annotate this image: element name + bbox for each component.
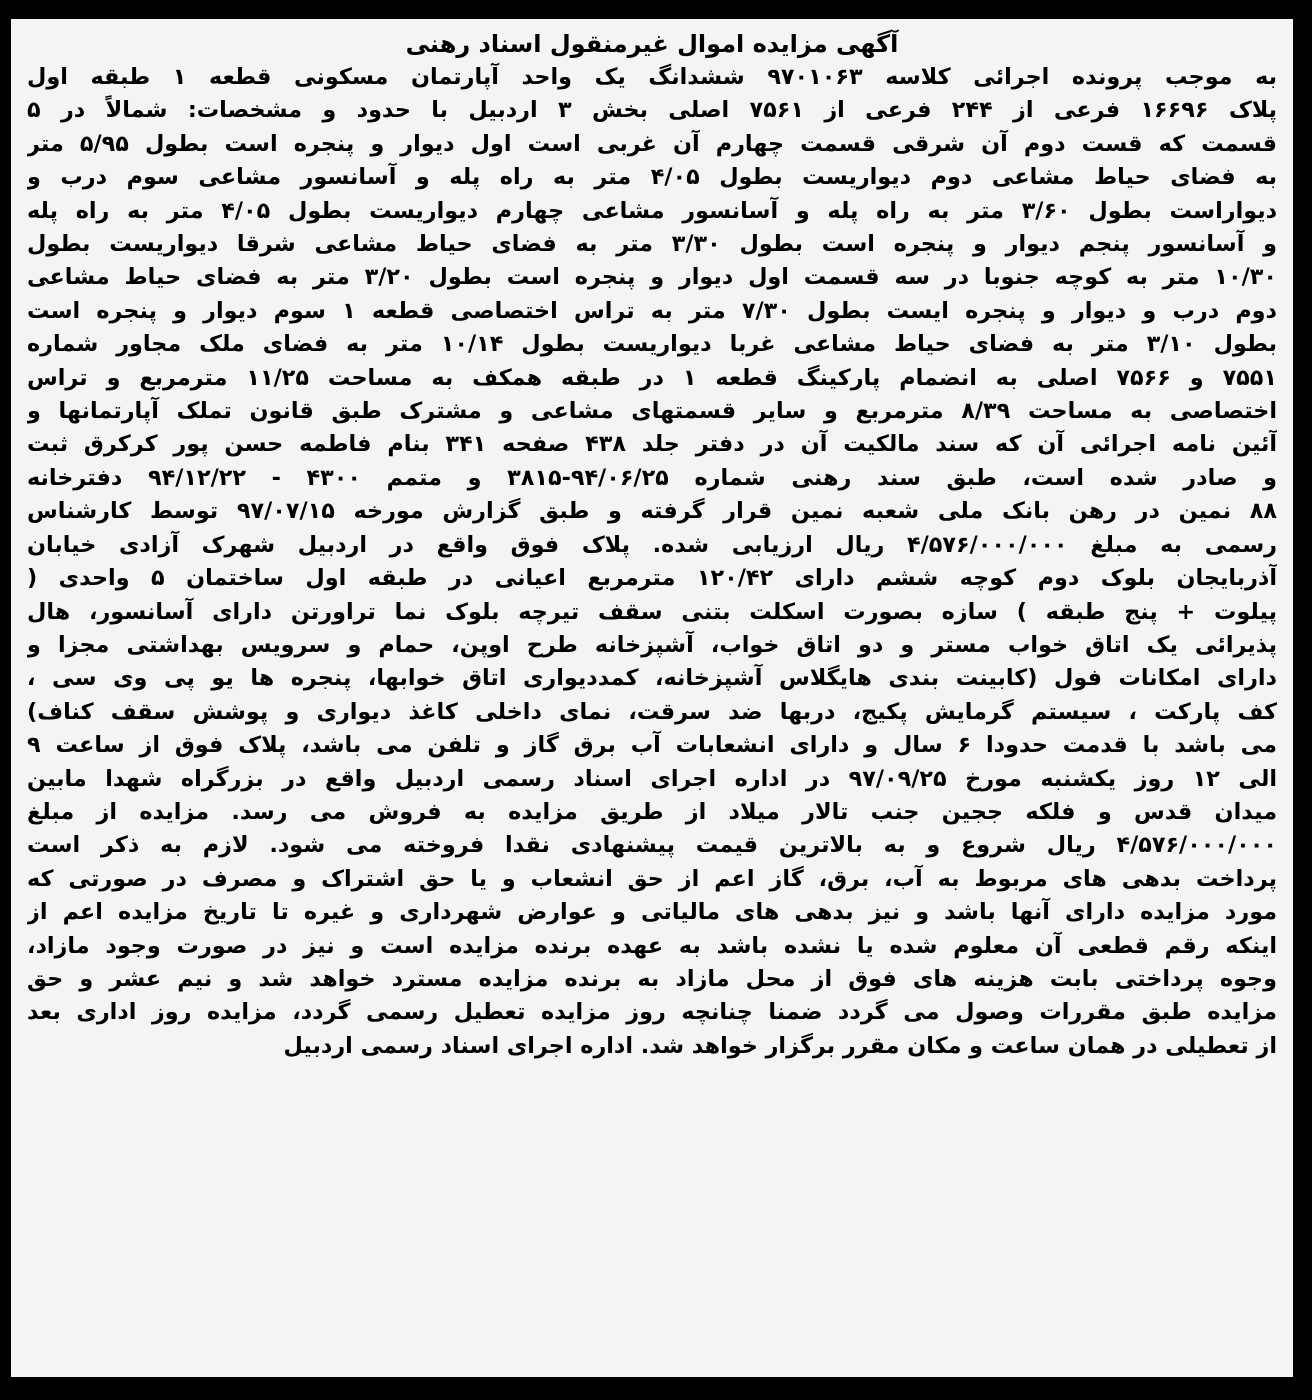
- notice-line: دیواراست بطول ۳/۶۰ متر به راه پله و آسانسور مشاعی چهارم دیواریست بطول ۴/۰۵ متر به راه پله: [27, 197, 1277, 224]
- notice-line: پیلوت + پنج طبقه ) سازه بصورت اسکلت بتنی سقف تیرچه بلوک نما تراورتن دارای آسانسور، هال: [27, 598, 1277, 625]
- notice-line: به فضای حیاط مشاعی دوم دیواریست بطول ۴/۰۵ متر به راه پله و آسانسور مشاعی سوم درب و: [27, 164, 1277, 191]
- notice-line: به موجب پرونده اجرائی کلاسه ۹۷۰۱۰۶۳ ششدانگ یک واحد آپارتمان مسکونی قطعه ۱ طبقه اول: [27, 64, 1277, 90]
- notice-line: الی ۱۲ روز یکشنبه مورخ ۹۷/۰۹/۲۵ در اداره اجرای اسناد رسمی اردبیل واقع در بزرگراه شهدا مابین: [27, 765, 1277, 792]
- notice-line: ۸۸ نمین در رهن بانک ملی شعبه نمین قرار گرفته و طبق گزارش مورخه ۹۷/۰۷/۱۵ توسط کارشناس: [27, 498, 1277, 525]
- notice-line: ۴/۵۷۶/۰۰۰/۰۰۰ ریال شروع و به بالاترین قیمت پیشنهادی نقدا فروخته می شود. لازم به ذکر است: [27, 832, 1277, 859]
- notice-line: از تعطیلی در همان ساعت و مکان مقرر برگزار خواهد شد. اداره اجرای اسناد رسمی اردبیل: [283, 1032, 1277, 1059]
- notice-line: و آسانسور پنجم دیوار و پنجره است بطول ۳/۳۰ متر به فضای حیاط مشاعی شرقا دیواریست بطول: [27, 231, 1277, 258]
- notice-line: ۷۵۵۱ و ۷۵۶۶ اصلی به انضمام پارکینگ قطعه ۱ در طبقه همکف به مساحت ۱۱/۲۵ مترمربع و تراس: [27, 364, 1277, 391]
- notice-line: می باشد با قدمت حدودا ۶ سال و دارای انشعابات آب برق گاز و تلفن می باشد، پلاک فوق از ساعت ۹: [27, 732, 1277, 759]
- notice-line: بطول ۳/۱۰ متر به فضای حیاط مشاعی غربا دیواریست بطول ۱۰/۱۴ متر به فضای ملک مجاور شماره: [27, 331, 1277, 358]
- notice-line: پرداخت بدهی های مربوط به آب، برق، گاز اعم از حق انشعاب و یا حق اشتراک و مصرف در صورتی که: [27, 865, 1277, 892]
- notice-line: مزایده طبق مقررات وصول می گردد ضمنا چنانچه روز مزایده تعطیل رسمی گردد، مزایده روز اداری بعد: [27, 999, 1277, 1026]
- notice-line: دوم درب و دیوار و پنجره ایست بطول ۷/۳۰ متر به تراس اختصاصی قطعه ۱ سوم دیوار و پنجره است: [27, 297, 1277, 324]
- notice-line: رسمی به مبلغ ۴/۵۷۶/۰۰۰/۰۰۰ ریال ارزیابی شده. پلاک فوق واقع در اردبیل شهرک آزادی خیابان: [27, 531, 1277, 558]
- top-border-bar: [0, 0, 1312, 16]
- notice-line: اینکه رقم قطعی آن معلوم شده یا نشده باشد به عهده برنده مزایده است و نیز در صورت وجود مازاد،: [27, 932, 1277, 959]
- notice-card: [8, 16, 1296, 1380]
- notice-line: اختصاصی به مساحت ۸/۳۹ مترمربع و سایر قسمتهای مشاعی و مشترک طبق قانون تملک آپارتمانها و: [27, 398, 1277, 425]
- notice-line: مورد مزایده دارای آنها باشد و نیز بدهی های مالیاتی و عوارض شهرداری و غیره تا تاریخ مزایده اعم از: [27, 899, 1277, 926]
- notice-line: ۱۰/۳۰ متر به کوچه جنوبا در سه قسمت اول دیوار و پنجره است بطول ۳/۲۰ متر به فضای حیاط مشاعی: [27, 264, 1277, 291]
- notice-line: قسمت که قست دوم آن شرقی قسمت چهارم آن غربی است اول دیوار و پنجره است بطول ۵/۹۵ متر: [27, 130, 1277, 157]
- notice-line: دارای امکانات فول (کابینت بندی هایگلاس آشپزخانه، کمددیواری اتاق خوابها، پنجره ها یو پی وی سی ،: [27, 665, 1277, 692]
- notice-line: آئین نامه اجرائی آن که سند مالکیت آن در دفتر جلد ۴۳۸ صفحه ۳۴۱ بنام فاطمه حسن پور کرکرق ثبت: [27, 431, 1277, 458]
- notice-title: آگهی مزایده اموال غیرمنقول اسناد رهنی: [405, 30, 899, 58]
- notice-line: پلاک ۱۶۶۹۶ فرعی از ۲۴۴ فرعی از ۷۵۶۱ اصلی بخش ۳ اردبیل با حدود و مشخصات: شمالاً در ۵: [27, 97, 1277, 124]
- notice-line: میدان قدس و فلکه ججین جنب تالار میلاد از طریق مزایده به فروش می رسد. مزایده از مبلغ: [27, 798, 1277, 825]
- notice-line: وجوه پرداختی بابت هزینه های فوق از محل مازاد به برنده مزایده مسترد خواهد شد و نیم عشر و حق: [27, 965, 1277, 992]
- notice-line: پذیرائی یک اتاق خواب مستر و دو اتاق خواب، آشپزخانه طرح اوپن، حمام و سرویس بهداشتی مجزا و: [27, 631, 1277, 658]
- notice-line: آذربایجان بلوک دوم کوچه ششم دارای ۱۲۰/۴۲ مترمربع اعیانی در طبقه اول ساختمان ۵ واحدی (: [27, 565, 1277, 592]
- notice-line: و صادر شده است، طبق سند رهنی شماره ۹۴/۰۶/۲۵-۳۸۱۵ و متمم ۴۳۰۰ - ۹۴/۱۲/۲۲ دفترخانه: [27, 464, 1277, 491]
- notice-line: کف پارکت ، سیستم گرمایش پکیج، دربها ضد سرقت، نمای داخلی کاغذ دیواری و پوشش سقف کناف): [27, 698, 1277, 725]
- notice-body: [11, 61, 1293, 1063]
